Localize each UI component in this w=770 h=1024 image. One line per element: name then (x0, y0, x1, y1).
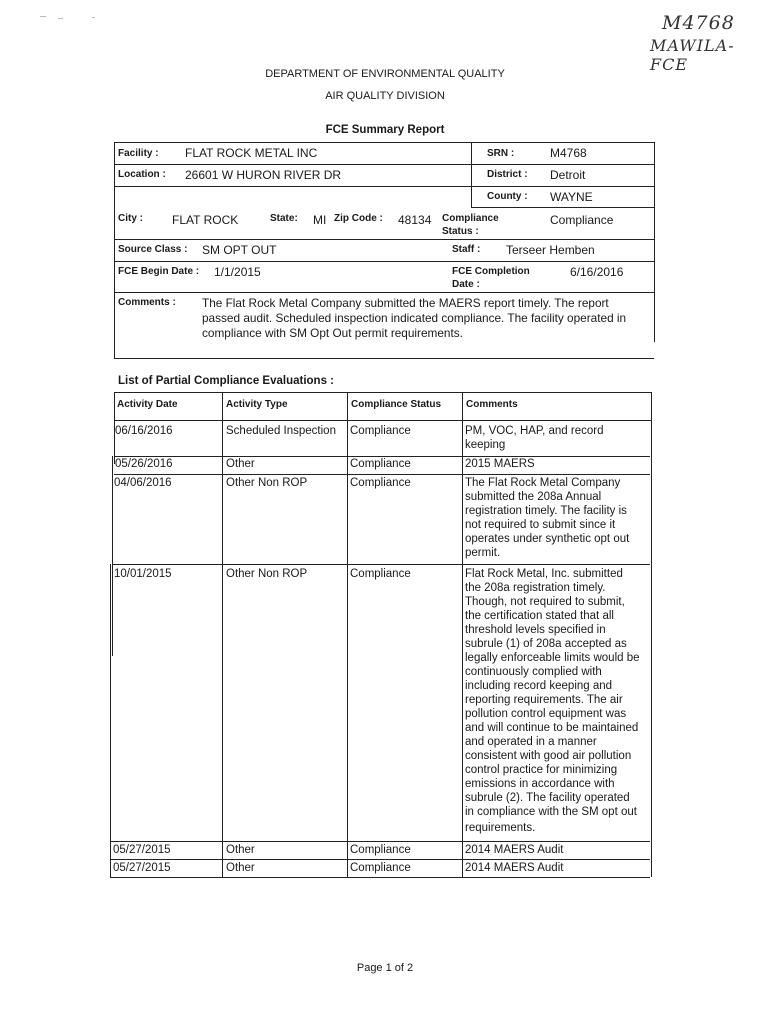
source-class-label: Source Class : (118, 244, 188, 255)
comment-line: subrule (1) of 208a accepted as (465, 638, 627, 650)
fce-begin-label: FCE Begin Date : (118, 266, 200, 277)
comment-line: subrule (2). The facility operated (465, 792, 630, 804)
compliance-status: Compliance (350, 458, 411, 470)
staff-label: Staff : (452, 244, 481, 255)
handwritten-srn-note: M4768 (662, 12, 735, 34)
srn-value: M4768 (550, 146, 587, 160)
comment-line: 2015 MAERS (465, 458, 535, 470)
comment-line: in compliance with the SM opt out (465, 806, 637, 818)
fce-completion-label: FCE Completion (452, 266, 530, 277)
col-header-activity-date: Activity Date (117, 399, 178, 410)
comment-line: emissions in accordance with (465, 778, 615, 790)
activity-date: 05/26/2016 (115, 458, 173, 470)
comment-line: The Flat Rock Metal Company (465, 477, 621, 489)
comments-line-2: passed audit. Scheduled inspection indicated compliance. The facility operated in (202, 311, 627, 325)
comment-line: reporting requirements. The air (465, 694, 623, 706)
county-label: County : (487, 191, 528, 202)
comment-line: including record keeping and (465, 680, 613, 692)
handwritten-file-note: MAWILA-FCE (650, 36, 735, 74)
comment-line: operates under synthetic opt out (465, 533, 630, 545)
page-number: Page 1 of 2 (356, 962, 414, 974)
activity-type: Other (226, 458, 255, 470)
comment-line: permit. (465, 547, 501, 559)
fce-completion-value: 6/16/2016 (570, 265, 624, 279)
location-value: 26601 W HURON RIVER DR (185, 168, 342, 182)
staff-value: Terseer Hemben (506, 243, 595, 257)
zip-label: Zip Code : (334, 213, 383, 224)
comment-line: and will continue to be maintained (465, 722, 639, 734)
activity-type: Other Non ROP (226, 568, 308, 580)
division-heading: AIR QUALITY DIVISION (325, 90, 445, 102)
facility-value: FLAT ROCK METAL INC (185, 146, 318, 160)
srn-label: SRN : (487, 148, 515, 159)
district-value: Detroit (550, 168, 586, 182)
activity-type: Other (226, 862, 255, 874)
compliance-status: Compliance (350, 844, 411, 856)
compliance-status-value: Compliance (550, 213, 614, 227)
county-value: WAYNE (550, 190, 593, 204)
activity-type: Other (226, 844, 255, 856)
comment-line: 2014 MAERS Audit (465, 844, 564, 856)
comments-line-3: compliance with SM Opt Out permit requirements. (202, 326, 463, 340)
compliance-status-label: Compliance (442, 213, 499, 224)
activity-date: 06/16/2016 (115, 425, 173, 437)
location-label: Location : (118, 169, 166, 180)
comment-line: pollution control equipment was (465, 708, 627, 720)
zip-value: 48134 (398, 213, 432, 227)
comment-line: keeping (465, 439, 506, 451)
activity-type: Other Non ROP (226, 477, 308, 489)
comment-line: control practice for minimizing (465, 764, 618, 776)
department-heading: DEPARTMENT OF ENVIRONMENTAL QUALITY (265, 68, 505, 80)
city-label: City : (118, 213, 143, 224)
comment-line: the certification stated that all (465, 610, 614, 622)
comment-line: continuously complied with (465, 666, 602, 678)
activity-date: 05/27/2015 (113, 862, 171, 874)
compliance-status: Compliance (350, 477, 411, 489)
state-value: MI (313, 213, 327, 227)
comment-line: registration timely. The facility is (465, 505, 627, 517)
comments-line-1: The Flat Rock Metal Company submitted the MAERS report timely. The report (202, 296, 609, 310)
city-value: FLAT ROCK (172, 213, 239, 227)
fce-completion-label-2: Date : (452, 279, 480, 290)
comment-line: not required to submit since it (465, 519, 616, 531)
comment-line: and operated in a manner (465, 736, 597, 748)
state-label: State: (270, 213, 298, 224)
source-class-value: SM OPT OUT (202, 243, 277, 257)
activity-date: 04/06/2016 (114, 477, 172, 489)
comment-line: Flat Rock Metal, Inc. submitted (465, 568, 623, 580)
evaluations-title: List of Partial Compliance Evaluations : (118, 375, 334, 387)
col-header-comments: Comments (466, 399, 518, 410)
comment-line: legally enforceable limits would be (465, 652, 640, 664)
compliance-status: Compliance (350, 862, 411, 874)
col-header-compliance-status: Compliance Status (351, 399, 442, 410)
comment-line: PM, VOC, HAP, and record (465, 425, 604, 437)
activity-date: 10/01/2015 (114, 568, 172, 580)
compliance-status: Compliance (350, 425, 411, 437)
comment-line: Though, not required to submit, (465, 596, 625, 608)
comment-line: consistent with good air pollution (465, 750, 632, 762)
activity-type: Scheduled Inspection (226, 425, 336, 437)
comment-line: 2014 MAERS Audit (465, 862, 564, 874)
col-header-activity-type: Activity Type (226, 399, 288, 410)
report-title: FCE Summary Report (325, 124, 445, 136)
activity-date: 05/27/2015 (113, 844, 171, 856)
comment-line: submitted the 208a Annual (465, 491, 602, 503)
compliance-status: Compliance (350, 568, 411, 580)
compliance-status-label-2: Status : (442, 226, 479, 237)
comment-line: threshold levels specified in (465, 624, 606, 636)
district-label: District : (487, 169, 528, 180)
comment-line: requirements. (465, 822, 536, 834)
facility-label: Facility : (118, 148, 159, 159)
comments-label: Comments : (118, 297, 176, 308)
comment-line: the 208a registration timely. (465, 582, 606, 594)
fce-begin-value: 1/1/2015 (214, 265, 261, 279)
